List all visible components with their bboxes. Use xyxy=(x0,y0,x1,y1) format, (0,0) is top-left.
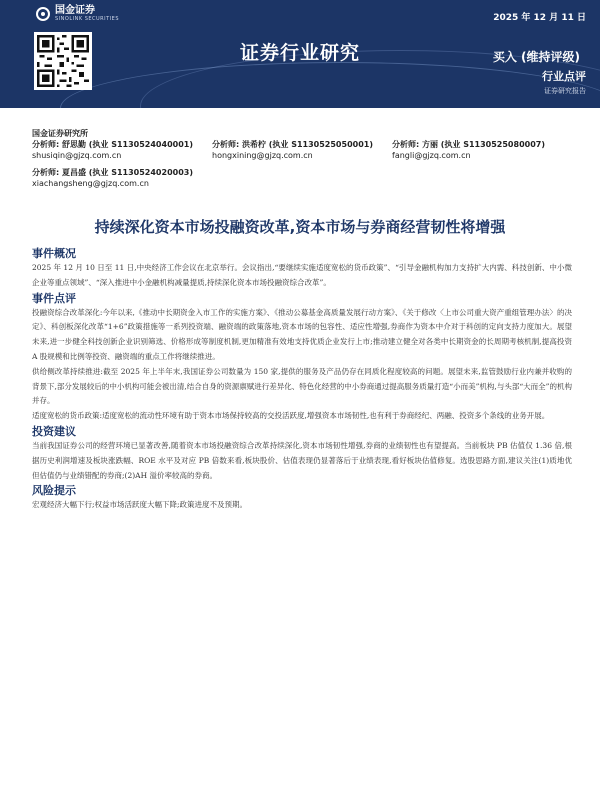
report-category-title: 证券行业研究 xyxy=(239,42,360,64)
report-date: 2025 年 12 月 11 日 xyxy=(493,13,586,23)
document-title: 持续深化资本市场投融资改革,资本市场与券商经营韧性将增强 xyxy=(94,218,506,236)
section-title: 事件概况 xyxy=(32,247,76,260)
paragraph: 2025 年 12 月 10 日至 11 日,中央经济工作会议在北京举行。会议指出,“要继续实施适度宽松的货币政策”、“引导金融机构加力支持扩大内需、科技创新、中小微企业等重点领域”、“深入推进中小金融机构减量提质,持续深化资本市场投融资综合改革”。 xyxy=(32,263,572,287)
report-body xyxy=(32,246,572,513)
analyst-entry xyxy=(212,139,392,161)
analyst-block xyxy=(32,128,592,189)
analyst-name: 分析师: 洪希柠 (执业 S1130525050001) xyxy=(212,140,373,149)
analyst-entry xyxy=(32,167,212,189)
logo-name-en: SINOLINK SECURITIES xyxy=(55,16,119,22)
section-title: 风险提示 xyxy=(32,484,76,498)
section-title: 投资建议 xyxy=(32,424,76,438)
section-event-overview xyxy=(32,246,572,291)
analyst-email[interactable]: shusiqin@gjzq.com.cn xyxy=(32,151,122,160)
analyst-email[interactable]: fangli@gjzq.com.cn xyxy=(392,151,471,160)
paragraph: 当前我国证券公司的经营环境已显著改善,随着资本市场投融资综合改革持续深化,资本市场韧性增强,券商的业绩韧性也有望提高。当前板块 PB 估值仅 1.36 倍,根据历史利润增速及板块涨跌幅、ROE 水平及对应 PB 倍数来看,板块股价、估值表现仍显著落后于业绩表现,看好板块估值修复。选股思路方面,建议关注(1)质地优但估值仍与业绩错配的券商;(2)AH 溢价率较高的券商。 xyxy=(32,440,572,480)
section-title: 事件点评 xyxy=(32,291,76,305)
section-risk-warning xyxy=(32,483,572,513)
logo-name-cn: 国金证券 xyxy=(55,5,95,16)
analyst-name: 分析师: 夏昌盛 (执业 S1130524020003) xyxy=(32,168,193,177)
section-event-commentary xyxy=(32,291,572,424)
analyst-entry xyxy=(392,139,572,161)
paragraph: 宏观经济大幅下行;权益市场活跃度大幅下降;政策进度不及预期。 xyxy=(32,500,248,510)
rating-badge: 买入 (维持评级) xyxy=(492,50,580,64)
section-investment-advice xyxy=(32,424,572,483)
analyst-row xyxy=(32,139,592,161)
analyst-name: 分析师: 舒思勤 (执业 S1130524040001) xyxy=(32,140,193,149)
paragraph: 投融资综合改革深化:今年以来,《推动中长期资金入市工作的实施方案》、《推动公募基金高质量发展行动方案》、《关于修改〈上市公司重大资产重组管理办法〉的决定》、科创板深化改革“1+6”政策措施等一系列投资端、融资端的政策落地,资本市场的包容性、适应性增强,券商作为资本中介对于科创的定向支持力度加大。展望未来,进一步健全科技创新企业识别筛选、价格形成等制度机制,更加精准有效地支持优质企业发行上市;推动建立健全对各类中长期资金的长周期考核机制,提高投资 A 股规模和比例等投资、融资端的重点工作将继续推进。 xyxy=(32,307,572,361)
research-institute: 国金证券研究所 xyxy=(32,129,88,138)
report-header xyxy=(0,0,600,108)
logo-icon xyxy=(36,7,50,21)
analyst-row xyxy=(32,167,592,189)
analyst-email[interactable]: hongxining@gjzq.com.cn xyxy=(212,151,313,160)
report-type-label: 证券研究报告 xyxy=(544,87,586,95)
report-subtype: 行业点评 xyxy=(542,70,586,83)
paragraph: 供给侧改革持续推进:截至 2025 年上半年末,我国证券公司数量为 150 家,提供的服务及产品仍存在同质化程度较高的问题。展望未来,监管鼓励行业内兼并收购的背景下,部分发展较后的中小机构可能会被出清,结合自身的资源禀赋进行差异化、特色化经营的中小券商通过提高服务质量打造“小而美”机构,与头部“大而全”的机构并存。 xyxy=(32,366,572,406)
paragraph: 适度宽松的货币政策:适度宽松的流动性环境有助于资本市场保持较高的交投活跃度,增强资本市场韧性,也有利于券商经纪、两融、投资多个条线的业务开展。 xyxy=(32,411,550,421)
analyst-email[interactable]: xiachangsheng@gjzq.com.cn xyxy=(32,179,149,188)
analyst-entry xyxy=(32,139,212,161)
company-logo xyxy=(36,6,119,22)
analyst-name: 分析师: 方丽 (执业 S1130525080007) xyxy=(392,140,545,149)
